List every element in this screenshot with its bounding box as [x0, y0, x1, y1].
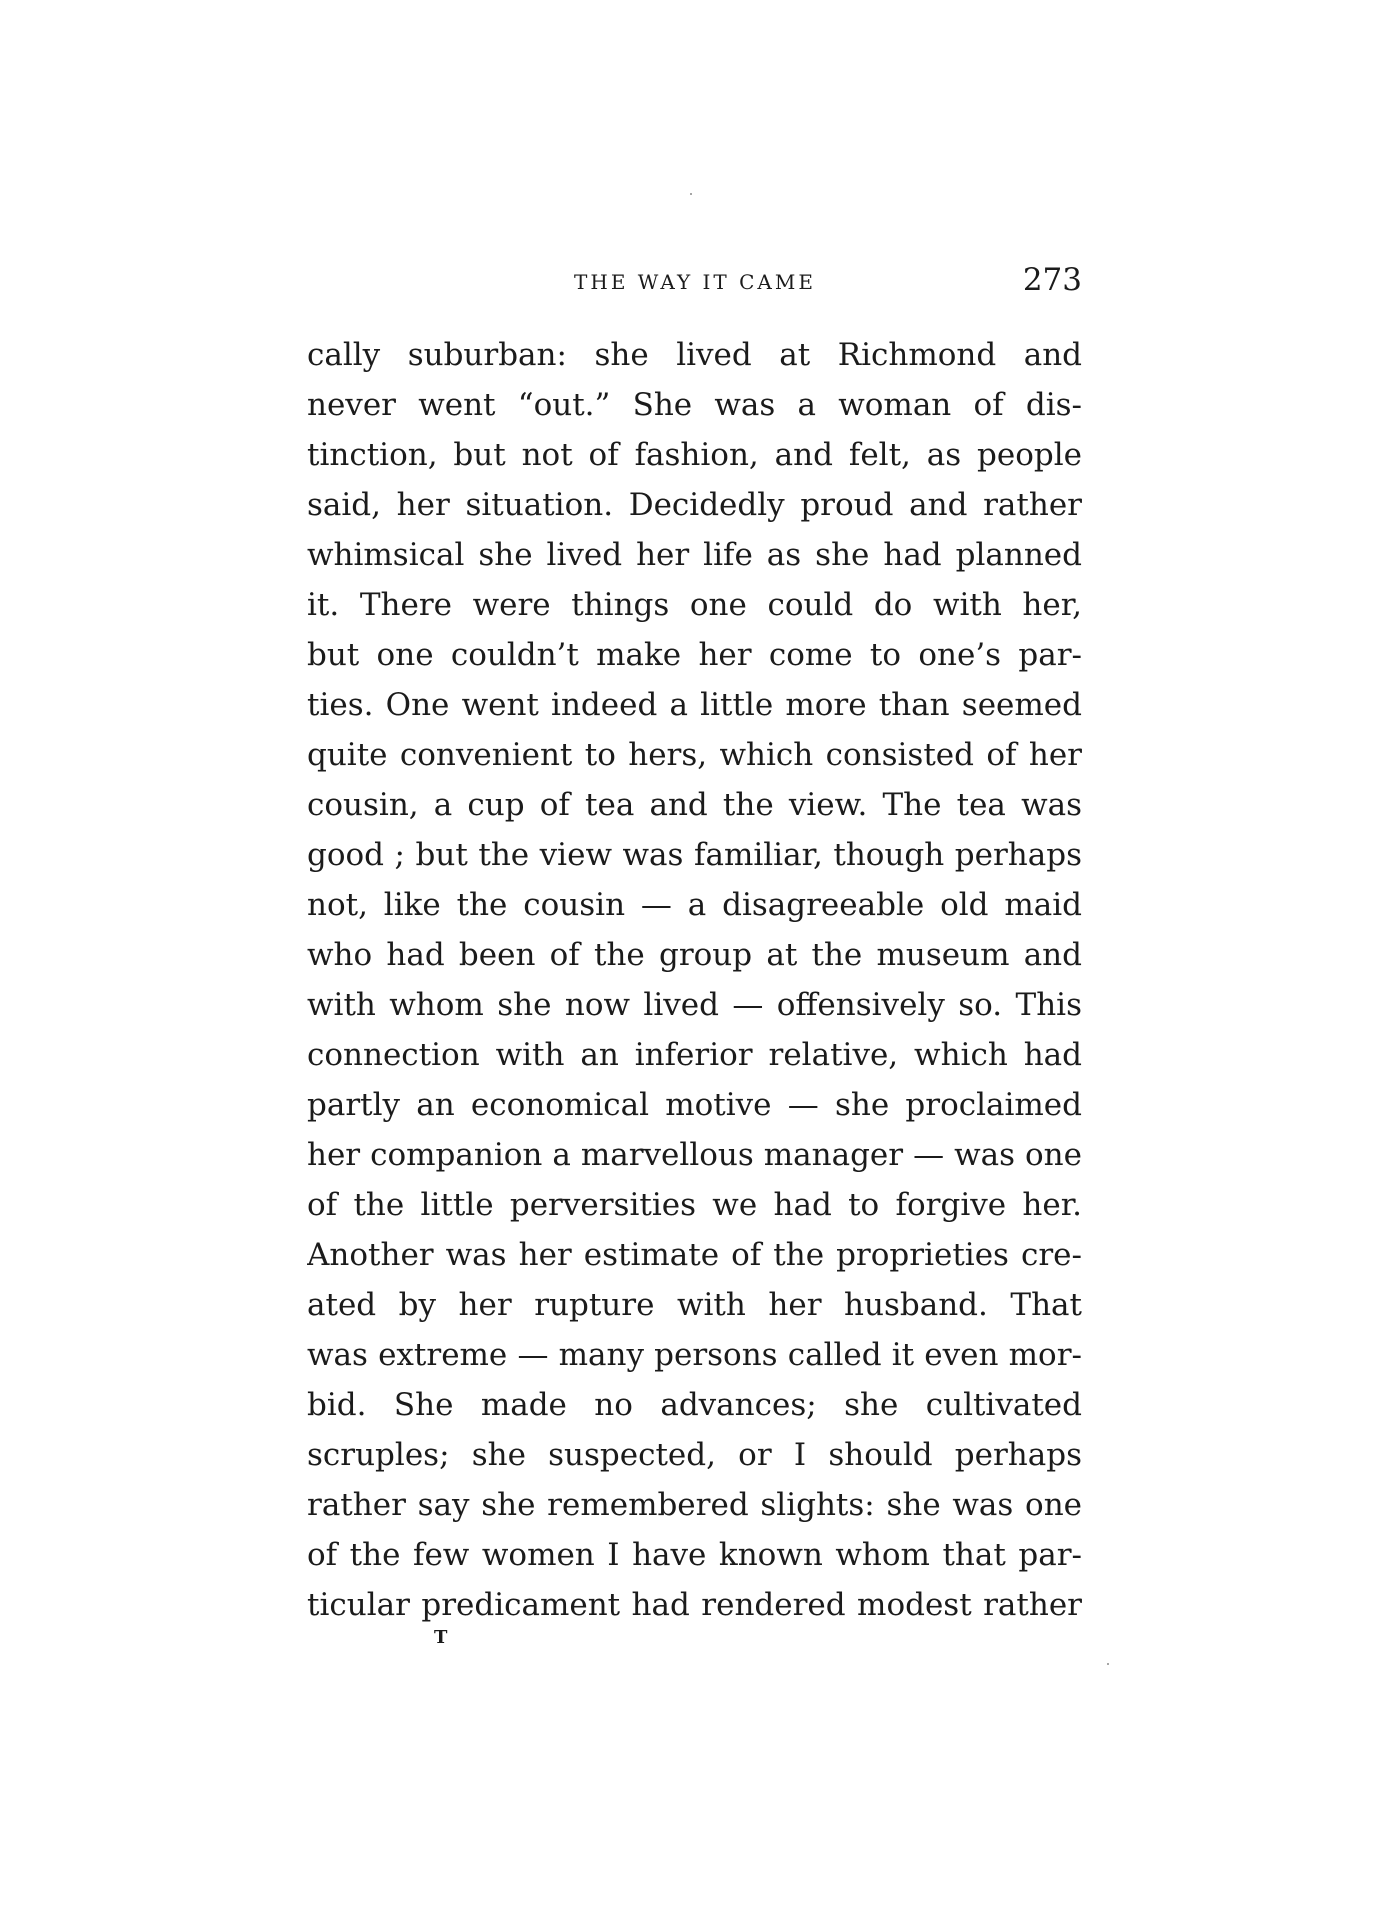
text-line: ated by her rupture with her husband. That [307, 1287, 1082, 1323]
text-line: ticular predicament had rendered modest rather [307, 1587, 1082, 1623]
page-number: 273 [1022, 262, 1082, 298]
text-line: was extreme — many persons called it even mor- [307, 1337, 1082, 1373]
text-line: with whom she now lived — offensively so. This [307, 987, 1082, 1023]
text-line: connection with an inferior relative, which had [307, 1037, 1082, 1073]
text-line: quite convenient to hers, which consisted of her [307, 737, 1082, 773]
text-line: cally suburban: she lived at Richmond and [307, 337, 1082, 373]
text-line: of the few women I have known whom that par- [307, 1537, 1082, 1573]
running-head [300, 262, 1090, 302]
text-line: said, her situation. Decidedly proud and rather [307, 487, 1082, 523]
text-line: whimsical she lived her life as she had planned [307, 537, 1082, 573]
body-text [307, 330, 1082, 1630]
text-line: of the little perversities we had to forgive her. [307, 1187, 1082, 1223]
text-line: Another was her estimate of the proprieties cre- [307, 1237, 1082, 1273]
running-title: THE WAY IT CAME [574, 270, 816, 294]
scan-speck [690, 193, 692, 195]
text-line: not, like the cousin — a disagreeable old maid [307, 887, 1082, 923]
scan-speck [1107, 1663, 1109, 1665]
text-line: rather say she remembered slights: she was one [307, 1487, 1082, 1523]
text-line: never went “out.” She was a woman of dis- [307, 387, 1082, 423]
text-line: bid. She made no advances; she cultivated [307, 1387, 1082, 1423]
text-line: her companion a marvellous manager — was one [307, 1137, 1082, 1173]
text-line: it. There were things one could do with her, [307, 587, 1082, 623]
text-line: tinction, but not of fashion, and felt, as people [307, 437, 1082, 473]
text-line: cousin, a cup of tea and the view. The tea was [307, 787, 1082, 823]
text-line: ties. One went indeed a little more than seemed [307, 687, 1082, 723]
text-line: partly an economical motive — she proclaimed [307, 1087, 1082, 1123]
text-line: good ; but the view was familiar, though perhaps [307, 837, 1082, 873]
text-line: but one couldn’t make her come to one’s par- [307, 637, 1082, 673]
text-line: who had been of the group at the museum and [307, 937, 1082, 973]
text-line: scruples; she suspected, or I should perhaps [307, 1437, 1082, 1473]
signature-mark: T [434, 1627, 448, 1648]
